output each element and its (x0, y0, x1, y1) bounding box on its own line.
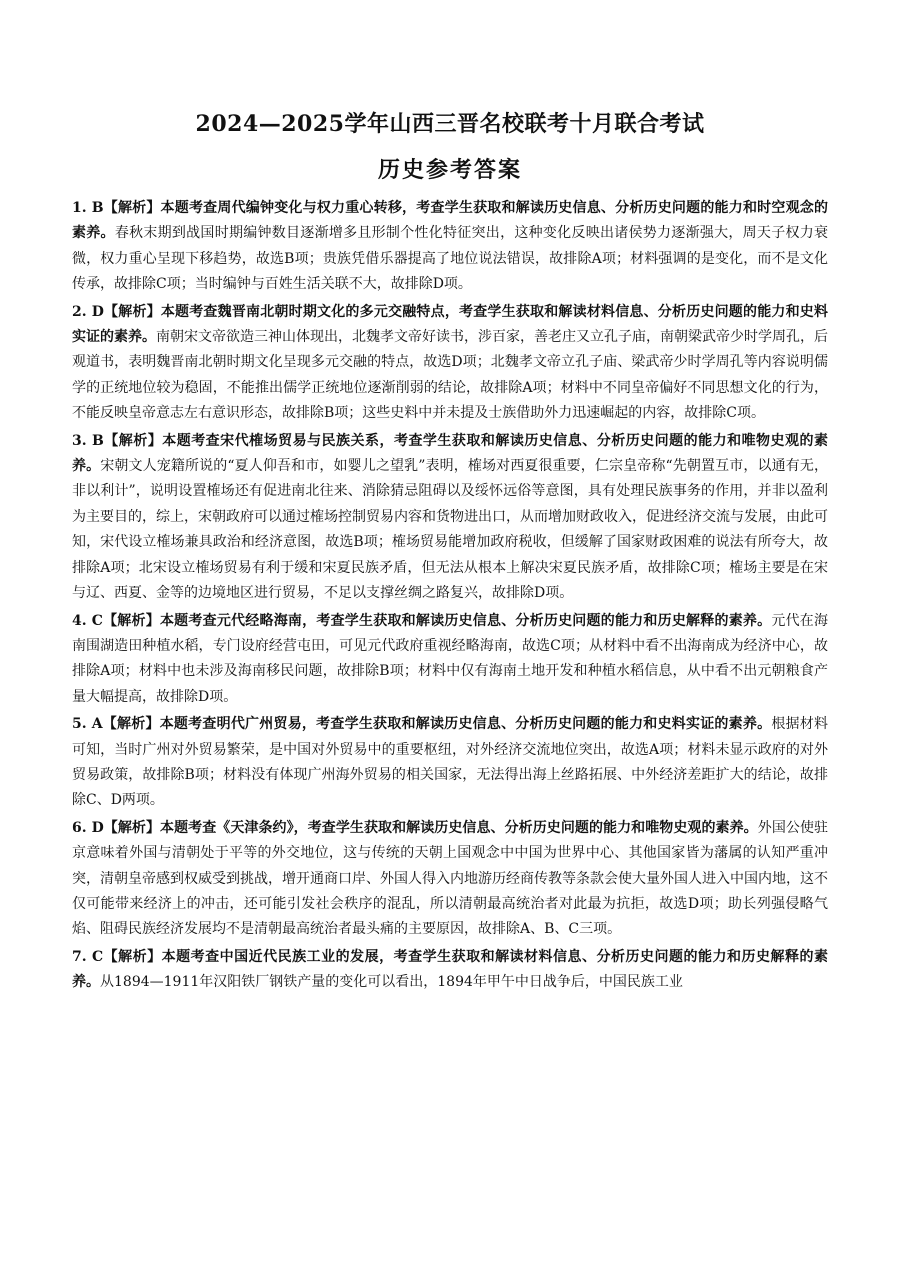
answer-number: 2. (72, 303, 92, 320)
document-title: 2024—2025学年山西三晋名校联考十月联合考试 (195, 111, 705, 137)
answer-heading: D【解析】本题考查《天津条约》，考查学生获取和解读历史信息、分析历史问题的能力和唯物史观的素养。 (91, 819, 758, 836)
answer-item-4 (72, 609, 828, 711)
answer-heading: B【解析】本题考查周代编钟变化与权力重心转移，考查学生获取和解读历史信息、分析历史问题的能力和时空观念的素养。 (72, 200, 828, 242)
answer-heading: C【解析】本题考查元代经略海南，考查学生获取和解读历史信息、分析历史问题的能力和历史解释的素养。 (91, 612, 772, 629)
answer-list (72, 196, 828, 996)
document-subtitle: 历史参考答案 (377, 157, 522, 183)
answer-item-5 (72, 712, 828, 814)
answer-item-3 (72, 429, 828, 607)
answer-explanation: 外国公使驻京意味着外国与清朝处于平等的外交地位，这与传统的天朝上国观念中中国为世界中心、其他国家皆为藩属的认知严重冲突，清朝皇帝感到权威受到挑战，增开通商口岸、外国人得入内地游历经商传教等条款会使大量外国人进入中国内地，这不仅可能带来经济上的冲击，还可能引发社会秩序的混乱，所以清朝最高统治者对此最为抗拒，故选D项；助长列强侵略气焰、阻碍民族经济发展均不是清朝最高统治者最头痛的主要原因，故排除A、B、C三项。 (72, 819, 828, 938)
answer-number: 7. (72, 948, 92, 965)
answer-item-7 (72, 945, 828, 996)
answer-explanation: 根据材料可知，当时广州对外贸易繁荣，是中国对外贸易中的重要枢纽，对外经济交流地位突出，故选A项；材料未显示政府的对外贸易政策，故排除B项；材料没有体现广州海外贸易的相关国家，无法得出海上丝路拓展、中外经济差距扩大的结论，故排除C、D两项。 (72, 716, 828, 809)
answer-explanation: 元代在海南围湖造田种植水稻，专门设府经营屯田，可见元代政府重视经略海南，故选C项；从材料中看不出海南成为经济中心，故排除A项；材料中也未涉及海南移民问题，故排除B项；材料中仅有海南土地开发和种植水稻信息，从中看不出元朝粮食产量大幅提高，故排除D项。 (72, 612, 828, 705)
answer-number: 4. (72, 612, 92, 629)
answer-item-1 (72, 196, 828, 298)
answer-number: 3. (72, 432, 92, 449)
answer-sheet-page (72, 0, 828, 1273)
answer-heading: C【解析】本题考查中国近代民族工业的发展，考查学生获取和解读材料信息、分析历史问题的能力和历史解释的素养。 (72, 948, 828, 991)
answer-heading: D【解析】本题考查魏晋南北朝时期文化的多元交融特点，考查学生获取和解读材料信息、分析历史问题的能力和史料实证的素养。 (72, 303, 828, 346)
answer-heading: A【解析】本题考查明代广州贸易，考查学生获取和解读历史信息、分析历史问题的能力和史料实证的素养。 (91, 716, 772, 733)
answer-item-6 (72, 816, 828, 943)
answer-explanation: 从1894—1911年汉阳铁厂钢铁产量的变化可以看出，1894年甲午中日战争后，中国民族工业 (100, 974, 683, 991)
answer-number: 1. (72, 200, 92, 216)
answer-item-2 (72, 300, 828, 427)
answer-explanation: 南朝宋文帝欲造三神山体现出，北魏孝文帝好读书，涉百家，善老庄又立孔子庙，南朝梁武帝少时学周孔，后观道书，表明魏晋南北朝时期文化呈现多元交融的特点，故选D项；北魏孝文帝立孔子庙、梁武帝少时学周孔等内容说明儒学的正统地位较为稳固，不能推出儒学正统地位逐渐削弱的结论，故排除A项；材料中不同皇帝偏好不同思想文化的行为，不能反映皇帝意志左右意识形态，故排除B项；这些史料中并未提及士族借助外力迅速崛起的内容，故排除C项。 (72, 329, 828, 422)
answer-heading: B【解析】本题考查宋代榷场贸易与民族关系，考查学生获取和解读历史信息、分析历史问题的能力和唯物史观的素养。 (72, 432, 828, 475)
answer-number: 5. (72, 716, 92, 733)
answer-explanation: 宋朝文人宠籍所说的“夏人仰吾和市，如婴儿之望乳”表明，榷场对西夏很重要，仁宗皇帝称“先朝置互市，以通有无，非以利计”，说明设置榷场还有促进南北往来、消除猜忌阻碍以及绥怀远俗等意图，具有处理民族事务的作用，并非以盈利为主要目的，综上，宋朝政府可以通过榷场控制贸易内容和货物进出口，从而增加财政收入，促进经济交流与发展，由此可知，宋代设立榷场兼具政治和经济意图，故选B项；榷场贸易能增加政府税收，但缓解了国家财政困难的说法有所夸大，故排除A项；北宋设立榷场贸易有利于缓和宋夏民族矛盾，但无法从根本上解决宋夏民族矛盾，故排除C项；榷场主要是在宋与辽、西夏、金等的边境地区进行贸易，不足以支撑丝绸之路复兴，故排除D项。 (72, 458, 828, 602)
answer-number: 6. (72, 819, 92, 836)
answer-explanation: 春秋末期到战国时期编钟数目逐渐增多且形制个性化特征突出，这种变化反映出诸侯势力逐渐强大，周天子权力衰微，权力重心呈现下移趋势，故选B项；贵族凭借乐器提高了地位说法错误，故排除A项；材料强调的是变化，而不是文化传承，故排除C项；当时编钟与百姓生活关联不大，故排除D项。 (72, 225, 828, 293)
